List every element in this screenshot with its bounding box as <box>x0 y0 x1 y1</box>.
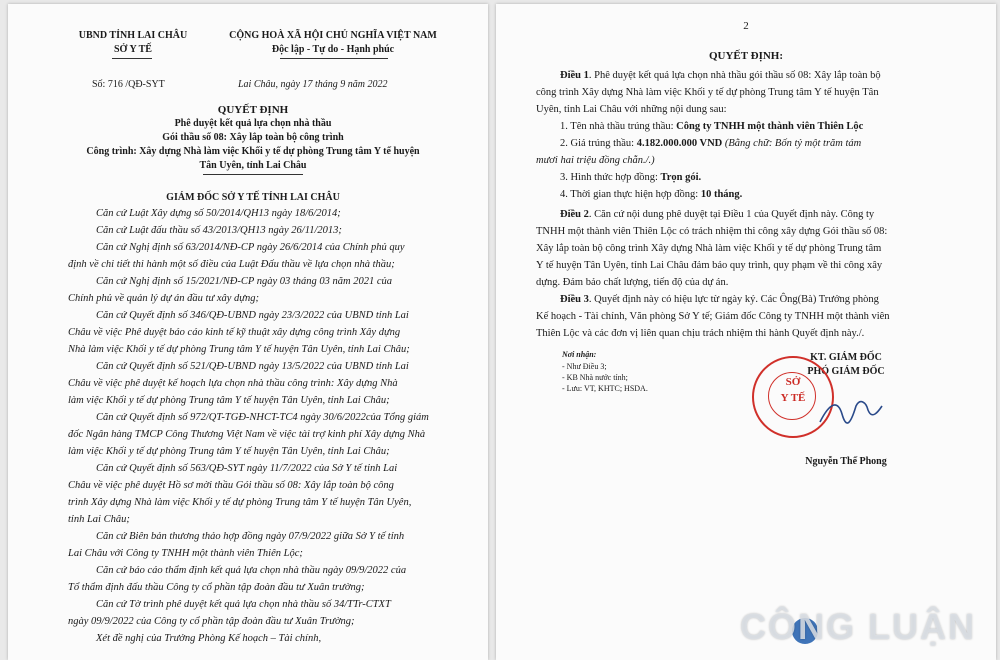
preamble-line: Lai Châu với Công ty TNHH một thành viên Thiên Lộc; <box>68 548 303 559</box>
signer-name: Nguyễn Thế Phong <box>805 456 887 467</box>
preamble-line: Căn cứ Tờ trình phê duyệt kết quả lựa chọn nhà thầu số 34/TTr-CTXT <box>96 599 391 610</box>
preamble-line: định về chi tiết thi hành một số điều của Luật Đấu thầu về lựa chọn nhà thầu; <box>68 259 395 270</box>
article-1-line <box>560 70 881 81</box>
article-2-line: dựng. Đảm bảo chất lượng, tiến độ của dự án. <box>536 277 729 288</box>
doc-number: Số: 716 /QĐ-SYT <box>92 79 165 90</box>
preamble-line: Căn cứ Quyết định số 563/QĐ-SYT ngày 11/7/2022 của Sở Y tế tỉnh Lai <box>96 463 398 474</box>
preamble-line: Căn cứ Nghị định số 63/2014/NĐ-CP ngày 26/6/2014 của Chính phủ quy <box>96 242 405 253</box>
preamble-line: tỉnh Lai Châu; <box>68 514 130 525</box>
subtitle-3: Công trình: Xây dựng Nhà làm việc Khối y tế dự phòng Trung tâm Y tế huyện <box>86 146 420 157</box>
org-line-1: UBND TỈNH LAI CHÂU <box>78 30 188 41</box>
item-3 <box>560 172 701 183</box>
nation-line-1: CỘNG HOÀ XÃ HỘI CHỦ NGHĨA VIỆT NAM <box>229 30 437 41</box>
item-4 <box>560 189 742 200</box>
item-1 <box>560 121 863 132</box>
article-1-text: . Phê duyệt kết quả lựa chọn nhà thầu gói thầu số 08: Xây lắp toàn bộ <box>588 70 881 81</box>
item-3-prefix: 3. Hình thức hợp đồng: <box>560 172 661 183</box>
preamble-line: Căn cứ Luật đấu thầu số 43/2013/QH13 ngày 26/11/2013; <box>96 225 342 236</box>
article-2-line: TNHH một thành viên Thiên Lộc có trách nhiệm thi công xây dựng Gói thầu số 08: <box>536 226 888 237</box>
recipients-title: Nơi nhận: <box>562 350 597 359</box>
sign-role-1: KT. GIÁM ĐỐC <box>810 352 882 363</box>
article-1-line: công trình Xây dựng Nhà làm việc Khối y tế dự phòng Trung tâm Y tế huyện Tân <box>536 87 879 98</box>
article-2-line <box>560 209 874 220</box>
nation-underline <box>280 58 388 59</box>
item-2-prefix: 2. Giá trúng thầu: <box>560 138 637 149</box>
nation-line-2: Độc lập - Tự do - Hạnh phúc <box>271 44 395 55</box>
preamble-line: Căn cứ Quyết định số 972/QT-TGĐ-NHCT-TC4 ngày 30/6/2022của Tổng giám <box>96 412 429 423</box>
preamble-line: Chính phủ về quản lý dự án đầu tư xây dựng; <box>68 293 259 304</box>
winning-price: 4.182.000.000 VND <box>636 138 723 149</box>
watermark-text: CÔNG LUẬN <box>740 606 976 647</box>
recipient-item: - Như Điều 3; <box>562 362 607 371</box>
org-underline <box>112 58 152 59</box>
subtitle-1: Phê duyệt kết quả lựa chọn nhà thầu <box>174 118 332 129</box>
preamble-line: trình Xây dựng Nhà làm việc Khối y tế dự phòng Trung tâm Y tế huyện Tân Uyên, <box>68 497 412 508</box>
preamble-line: Tổ thẩm định đấu thầu Công ty cổ phần tập đoàn đầu tư Xuân trường; <box>68 582 365 593</box>
preamble-line: làm việc Khối y tế dự phòng Trung tâm Y tế huyện Tân Uyên, tỉnh Lai Châu; <box>68 446 390 457</box>
document-page-2 <box>496 4 996 660</box>
item-1-prefix: 1. Tên nhà thầu trúng thầu: <box>560 121 677 132</box>
stamp-text-2: Y TẾ <box>780 392 806 404</box>
price-in-words: (Bằng chữ: Bốn tỷ một trăm tám <box>722 138 862 149</box>
article-3-label: Điều 3 <box>560 294 589 305</box>
preamble-line: Căn cứ Quyết định số 521/QĐ-UBND ngày 13/5/2022 của UBND tỉnh Lai <box>96 361 409 372</box>
preamble-line: đốc Ngân hàng TMCP Công Thương Việt Nam về việc tài trợ kinh phí Xây dựng Nhà <box>68 429 426 440</box>
page-number: 2 <box>743 20 749 32</box>
article-2-line: Y tế huyện Tân Uyên, tỉnh Lai Châu đảm bảo quy trình, quy phạm về thi công xây <box>536 260 883 271</box>
preamble-line: Châu về việc Phê duyệt báo cáo kinh tế kỹ thuật xây dựng công trình Xây dựng <box>68 327 401 338</box>
price-in-words-cont: mươi hai triệu đồng chẵn./.) <box>536 155 655 166</box>
item-4-prefix: 4. Thời gian thực hiện hợp đồng: <box>560 189 701 200</box>
winning-contractor: Công ty TNHH một thành viên Thiên Lộc <box>676 121 864 132</box>
decision-heading: QUYẾT ĐỊNH: <box>708 50 784 62</box>
article-2-line: Xây lắp toàn bộ công trình Xây dựng Nhà làm việc Khối y tế dự phòng Trung tâm <box>536 243 882 254</box>
preamble-line: Căn cứ Luật Xây dựng số 50/2014/QH13 ngày 18/6/2014; <box>96 208 341 219</box>
contract-type: Trọn gói. <box>660 172 702 183</box>
preamble-line: ngày 09/9/2022 của Công ty cổ phần tập đoàn đầu tư Xuân Trường; <box>68 616 355 627</box>
recipient-item: - KB Nhà nước tỉnh; <box>562 373 628 382</box>
article-3-text: . Quyết định này có hiệu lực từ ngày ký. Các Ông(Bà) Trưởng phòng <box>588 294 879 305</box>
article-3-line: Kế hoạch - Tài chính, Văn phòng Sở Y tế; Giám đốc Công ty TNHH một thành viên <box>536 311 890 322</box>
preamble-line: Xét đề nghị của Trưởng Phòng Kế hoạch – Tài chính, <box>96 633 322 644</box>
preamble-line: Châu về việc phê duyệt Hồ sơ mời thầu Gói thầu số 08: Xây lắp toàn bộ công <box>68 480 394 491</box>
preamble-line: Căn cứ Quyết định số 346/QĐ-UBND ngày 23/3/2022 của UBND tỉnh Lai <box>96 310 409 321</box>
preamble-line: làm việc Khối y tế dự phòng Trung tâm Y tế huyện Tân Uyên, tỉnh Lai Châu; <box>68 395 390 406</box>
preamble-line: Nhà làm việc Khối y tế dự phòng Trung tâm Y tế huyện Tân Uyên, tỉnh Lai Châu; <box>68 344 410 355</box>
authority-heading: GIÁM ĐỐC SỞ Y TẾ TỈNH LAI CHÂU <box>166 192 340 203</box>
subtitle-2: Gói thầu số 08: Xây lắp toàn bộ công trình <box>162 132 344 143</box>
signature-mark <box>816 392 886 432</box>
item-2 <box>560 138 861 149</box>
org-line-2: SỞ Y TẾ <box>114 44 152 55</box>
title-underline <box>203 174 303 175</box>
article-2-label: Điều 2 <box>560 209 589 220</box>
subtitle-4: Tân Uyên, tỉnh Lai Châu <box>199 160 307 171</box>
article-3-line <box>560 294 879 305</box>
recipient-item: - Lưu: VT, KHTC; HSDA. <box>562 384 648 393</box>
article-3-line: Thiên Lộc và các đơn vị liên quan chịu trách nhiệm thi hành Quyết định này./. <box>536 328 865 339</box>
page-title: QUYẾT ĐỊNH <box>217 104 289 116</box>
preamble-line: Căn cứ báo cáo thẩm định kết quả lựa chọn nhà thầu ngày 09/9/2022 của <box>96 565 407 576</box>
sign-role-2: PHÓ GIÁM ĐỐC <box>807 366 885 377</box>
article-2-text: . Căn cứ nội dung phê duyệt tại Điều 1 của Quyết định này. Công ty <box>588 209 875 220</box>
stamp-text-1: SỞ <box>785 376 801 388</box>
article-1-line: Uyên, tỉnh Lai Châu với những nội dung sau: <box>536 104 727 115</box>
preamble-line: Căn cứ Nghị định số 15/2021/NĐ-CP ngày 03 tháng 03 năm 2021 của <box>96 276 393 287</box>
preamble-line: Căn cứ Biên bản thương thảo hợp đồng ngày 07/9/2022 giữa Sở Y tế tỉnh <box>96 531 405 542</box>
place-date: Lai Châu, ngày 17 tháng 9 năm 2022 <box>238 79 388 90</box>
document-page-1 <box>8 4 488 660</box>
preamble-line: Châu về việc phê duyệt kế hoạch lựa chọn nhà thầu công trình: Xây dựng Nhà <box>68 378 398 389</box>
article-1-label: Điều 1 <box>560 70 589 81</box>
contract-duration: 10 tháng. <box>700 189 743 200</box>
